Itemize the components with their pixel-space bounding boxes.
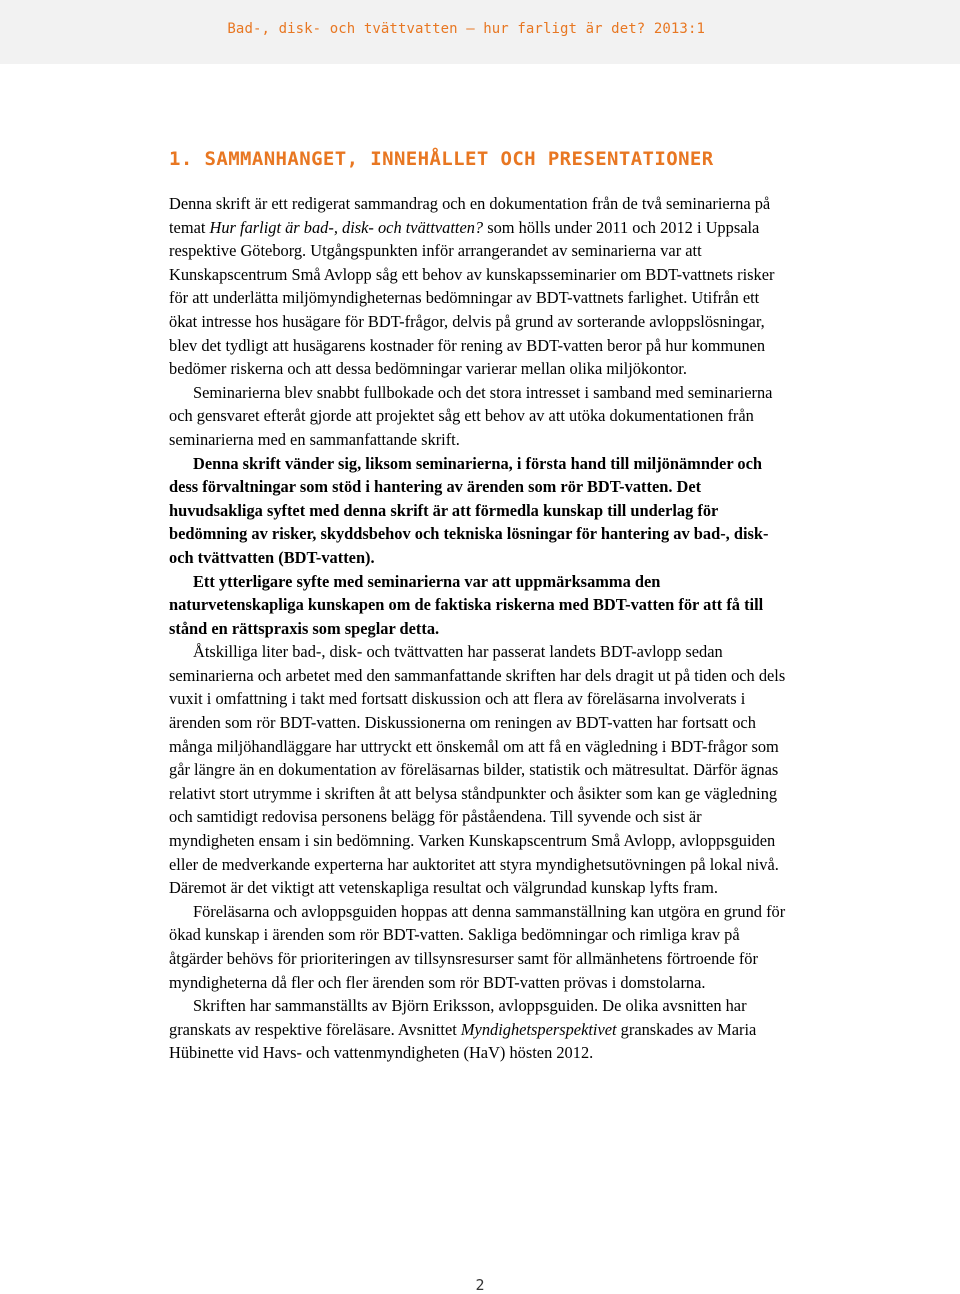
running-header-title: Bad-, disk- och tvättvatten – hur farligt är det? 2013:1	[227, 21, 705, 37]
paragraph-purpose: Denna skrift vänder sig, liksom seminarierna, i första hand till miljönämnder och dess förvaltningar som stöd i hantering av ärenden som rör BDT-vatten. Det huvudsakliga syftet med denna skrift är att förmedla kunskap till underlag för bedömning av risker, skyddsbehov och tekniska lösningar för hantering av bad-, disk- och tvättvatten (BDT-vatten).	[169, 453, 769, 567]
section-title-myndighetsperspektivet: Myndighetsperspektivet	[460, 1019, 617, 1039]
paragraph-seminar-interest: Seminarierna blev snabbt fullbokade och det stora intresset i samband med seminarierna och gensvaret efteråt gjorde att projektet såg ett behov av att utöka dokumentationen från seminarierna med en sammanfattande skrift.	[169, 382, 773, 449]
paragraph-background: Åtskilliga liter bad-, disk- och tvättvatten har passerat landets BDT-avlopp sedan seminarierna och arbetet med den sammanfattande skriften har dels dragit ut på tiden och dels vuxit i omfattning i takt med fortsatt diskussion och att flera av föreläsarna involverats i ärenden som rör BDT-vatten. Diskussionerna om reningen av BDT-vatten har fortsatt och många miljöhandläggare har uttryckt ett önskemål om att få en vägledning i BDT-frågor som går längre än en dokumentation av föreläsarnas bilder, statistik och mätresultat. Därför ägnas relativt stort utrymme i skriften åt att belysa ståndpunkter och åsikter som kan ge vägledning och samtidigt redovisa personens belägg för påståendena. Till syvende och sist är myndigheten ensam i sin bedömning. Varken Kunskapscentrum Små Avlopp, avloppsguiden eller de medverkande experterna har auktoritet att styra myndighetsutövningen på lokal nivå. Däremot är det viktigt att vetenskapliga resultat och välgrundad kunskap lyfts fram.	[169, 642, 786, 898]
document-body	[169, 146, 791, 1065]
paragraph-intro-text: Denna skrift är ett redigerat sammandrag och en dokumentation från de två seminarierna på temat	[169, 194, 771, 237]
paragraph-credits-continuation: granskades av Maria Hübinette vid Havs- och vattenmyndigheten (HaV) hösten 2012.	[169, 1019, 757, 1063]
paragraph-credits-text: Skriften har sammanställts av Björn Eriksson, avloppsguiden. De olika avsnitten har granskats av respektive föreläsare. Avsnittet	[169, 996, 747, 1039]
paragraph-hope: Föreläsarna och avloppsguiden hoppas att denna sammanställning kan utgöra en grund för ökad kunskap i ärenden som rör BDT-vatten. Sakliga bedömningar och rimliga krav på åtgärder behövs för prioriteringen av tillsynsresurser samt för allmänhetens förtroende för myndigheterna då fler och fler ärenden som rör BDT-vatten prövas i domstolarna.	[169, 901, 786, 992]
page-number: 2	[475, 1276, 485, 1294]
page-header	[0, 0, 960, 64]
paragraph-intro-continuation: som hölls under 2011 och 2012 i Uppsala respektive Göteborg. Utgångspunkten inför arrangerandet av seminarierna var att Kunskapscentrum Små Avlopp såg ett behov av kunskapsseminarier om BDT-vattnets risker för att underlätta miljömyndigheternas bedömningar av BDT-vattnets farlighet. Utifrån ett ökat intresse hos husägare för BDT-frågor, delvis på grund av sorterande avloppslösningar, blev det tydligt att husägarens kostnader för rening av BDT-vatten beror på hur kommunen bedömer riskerna och att dessa bedömningar varierar mellan olika miljökontor.	[169, 217, 775, 379]
paragraph-additional-purpose: Ett ytterligare syfte med seminarierna var att uppmärksamma den naturvetenskapliga kunskapen om de faktiska riskerna med BDT-vatten för att få till stånd en rättspraxis som speglar detta.	[169, 571, 764, 638]
seminar-theme-title: Hur farligt är bad-, disk- och tvättvatten?	[209, 217, 484, 237]
paragraph-intro	[169, 192, 791, 381]
chapter-heading: 1. SAMMANHANGET, INNEHÅLLET OCH PRESENTATIONER	[169, 148, 714, 170]
paragraph-credits	[169, 994, 791, 1065]
